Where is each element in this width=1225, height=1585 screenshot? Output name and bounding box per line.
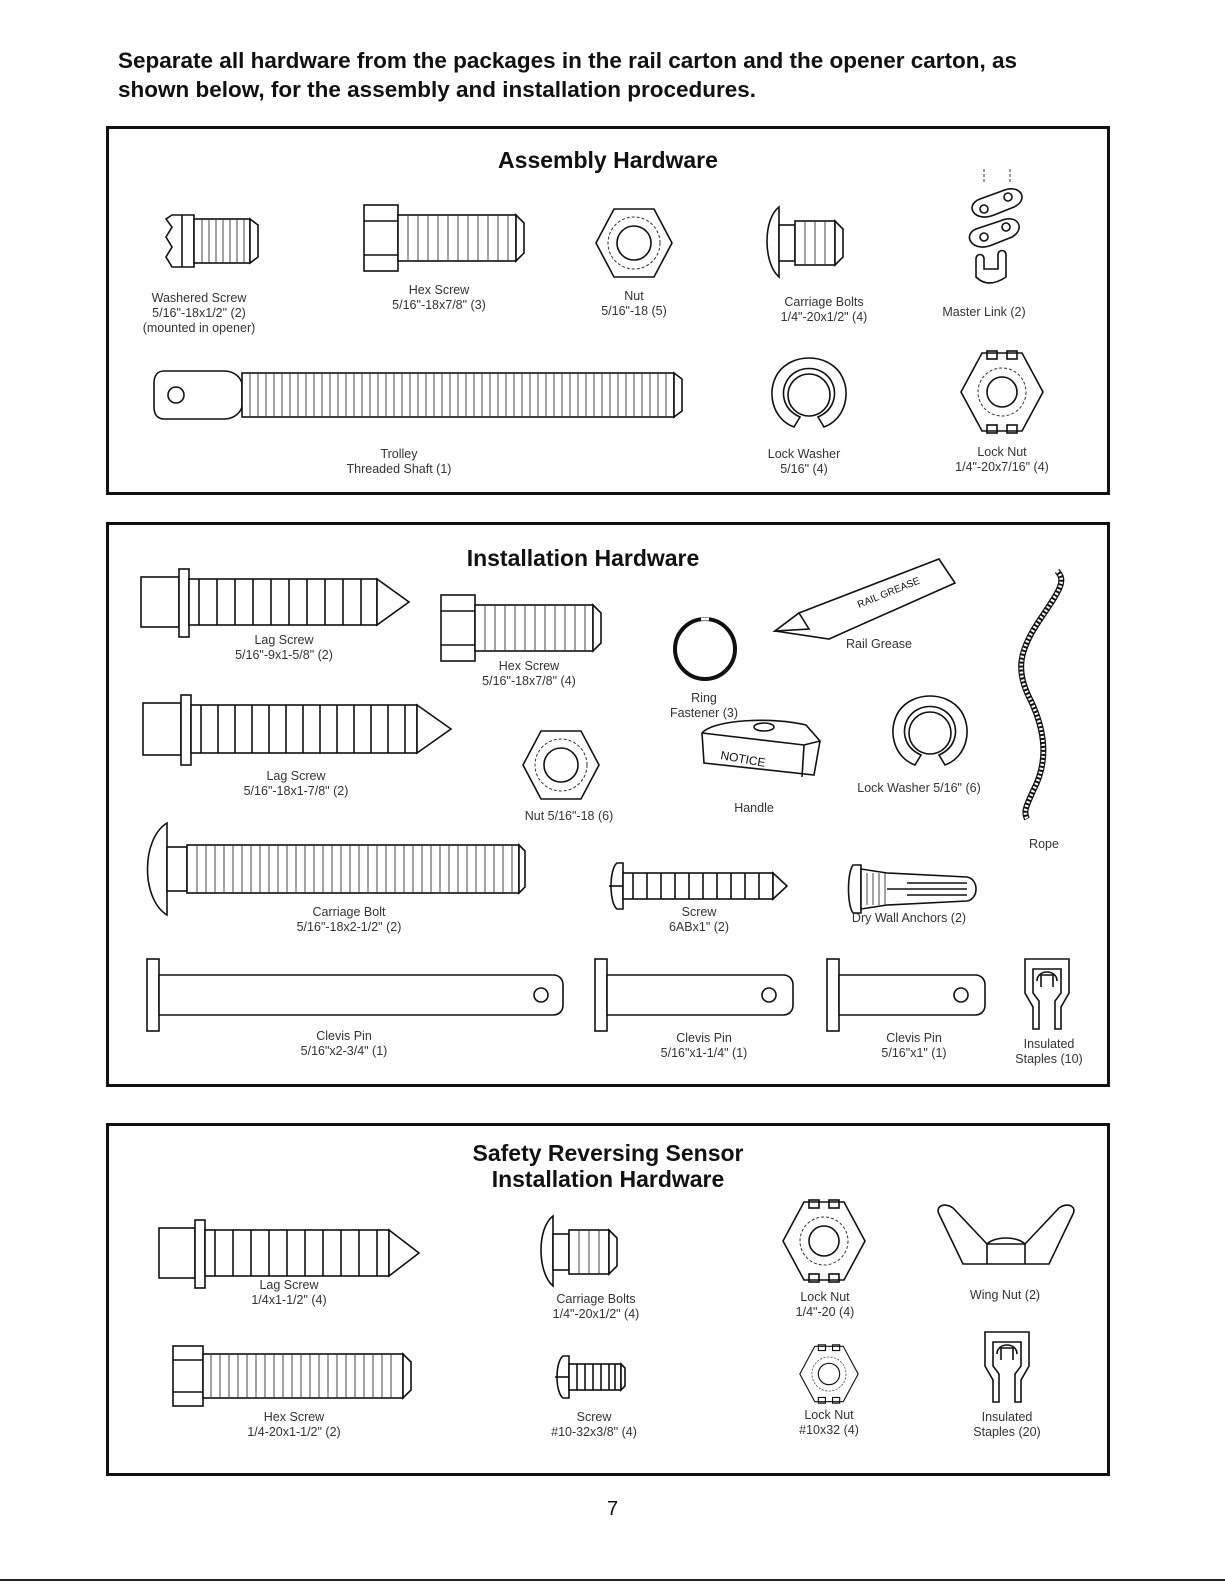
lag-screw-1-label: Lag Screw 5/16"-9x1-5/8" (2) (235, 633, 333, 662)
clevis-pin-3-icon (823, 955, 993, 1035)
washered-screw-icon (154, 201, 274, 281)
installation-hardware-title: Installation Hardware (466, 545, 700, 571)
master-link-icon (954, 169, 1034, 289)
sensor-lag-screw-label: Lag Screw 1/4x1-1/2" (4) (251, 1278, 327, 1307)
bottom-rule (0, 1579, 1225, 1581)
wing-nut-label: Wing Nut (2) (969, 1288, 1041, 1302)
rail-grease-label: Rail Grease (846, 637, 912, 651)
sensor-title-line-2: Installation Hardware (491, 1166, 725, 1192)
install-nut-icon (521, 727, 601, 803)
intro-line-2: shown below, for the assembly and installation procedures. (118, 77, 757, 102)
sensor-carriage-bolt-icon (533, 1208, 633, 1298)
clevis-pin-2-icon (591, 955, 801, 1035)
carriage-bolts-label: Carriage Bolts 1/4"-20x1/2" (4) (780, 295, 868, 324)
install-nut-label: Nut 5/16"-18 (6) (524, 809, 614, 823)
handle-label: Handle (734, 801, 774, 815)
insulated-staple-icon (1017, 949, 1077, 1039)
install-carriage-bolt-icon (141, 819, 531, 919)
hex-screw-label: Hex Screw 5/16"-18x7/8" (3) (392, 283, 486, 312)
washered-screw-label: Washered Screw 5/16"-18x1/2" (2) (mounted in opener) (142, 291, 256, 335)
handle-notice-text: NOTICE (719, 748, 767, 770)
install-lock-washer-icon (885, 689, 975, 775)
handle-icon (694, 711, 824, 791)
sensor-lock-nut-2-icon (797, 1342, 861, 1406)
rail-grease-tube-text: RAIL GREASE (856, 575, 922, 611)
sensor-hex-screw-label: Hex Screw 1/4-20x1-1/2" (2) (247, 1410, 341, 1439)
page-number: 7 (606, 1498, 619, 1520)
installation-hardware-box (106, 522, 1110, 1087)
install-carriage-bolt-label: Carriage Bolt 5/16"-18x2-1/2" (2) (296, 905, 402, 934)
lag-screw-2-label: Lag Screw 5/16"-18x1-7/8" (2) (243, 769, 349, 798)
ring-fastener-icon (665, 609, 745, 689)
rope-label: Rope (1029, 837, 1059, 851)
wing-nut-icon (931, 1196, 1081, 1276)
install-lock-washer-label: Lock Washer 5/16" (6) (857, 781, 981, 795)
sensor-hex-screw-icon (171, 1342, 421, 1412)
sensor-lock-nut-1-icon (779, 1196, 869, 1286)
dry-wall-anchor-icon (847, 859, 987, 919)
lock-washer-label: Lock Washer 5/16" (4) (767, 447, 841, 476)
rail-grease-tube-icon (769, 553, 969, 643)
lock-nut-label: Lock Nut 1/4"-20x7/16" (4) (955, 445, 1049, 474)
install-hex-screw-label: Hex Screw 5/16"-18x7/8" (4) (482, 659, 576, 688)
sensor-hardware-box (106, 1123, 1110, 1476)
sensor-insulated-staple-icon (977, 1322, 1037, 1412)
clevis-pin-3-label: Clevis Pin 5/16"x1" (1) (881, 1031, 947, 1060)
clevis-pin-1-label: Clevis Pin 5/16"x2-3/4" (1) (300, 1029, 388, 1058)
carriage-bolt-icon (759, 199, 859, 289)
sensor-lock-nut-1-label: Lock Nut 1/4"-20 (4) (795, 1290, 855, 1319)
nut-label: Nut 5/16"-18 (5) (601, 289, 667, 318)
sensor-screw-icon (553, 1352, 633, 1402)
lag-screw-1-icon (137, 565, 417, 641)
dry-wall-anchors-label: Dry Wall Anchors (2) (851, 911, 967, 925)
intro-line-1: Separate all hardware from the packages in the rail carton and the opener carton, as (118, 48, 1018, 73)
trolley-label: Trolley Threaded Shaft (1) (346, 447, 452, 476)
sensor-title-line-1: Safety Reversing Sensor (472, 1140, 744, 1166)
master-link-label: Master Link (2) (942, 305, 1026, 319)
clevis-pin-1-icon (143, 955, 573, 1035)
assembly-hardware-title: Assembly Hardware (498, 147, 718, 173)
trolley-threaded-shaft-icon (154, 363, 694, 427)
ring-fastener-label: Ring Fastener (3) (669, 691, 739, 720)
lock-washer-icon (764, 351, 854, 437)
install-screw-icon (607, 861, 797, 911)
sensor-carriage-bolts-label: Carriage Bolts 1/4"-20x1/2" (4) (552, 1292, 640, 1321)
clevis-pin-2-label: Clevis Pin 5/16"x1-1/4" (1) (660, 1031, 748, 1060)
hex-screw-icon (364, 201, 534, 281)
rope-icon (1009, 561, 1069, 821)
assembly-hardware-box (106, 126, 1110, 495)
install-screw-label: Screw 6ABx1" (2) (668, 905, 730, 934)
sensor-screw-label: Screw #10-32x3/8" (4) (551, 1410, 637, 1439)
sensor-insulated-staples-label: Insulated Staples (20) (973, 1410, 1041, 1439)
lock-nut-icon (957, 347, 1047, 437)
nut-icon (594, 205, 674, 281)
sensor-lock-nut-2-label: Lock Nut #10x32 (4) (799, 1408, 859, 1437)
insulated-staples-label: Insulated Staples (10) (1015, 1037, 1083, 1066)
lag-screw-2-icon (139, 691, 459, 769)
intro-text (118, 46, 1108, 104)
